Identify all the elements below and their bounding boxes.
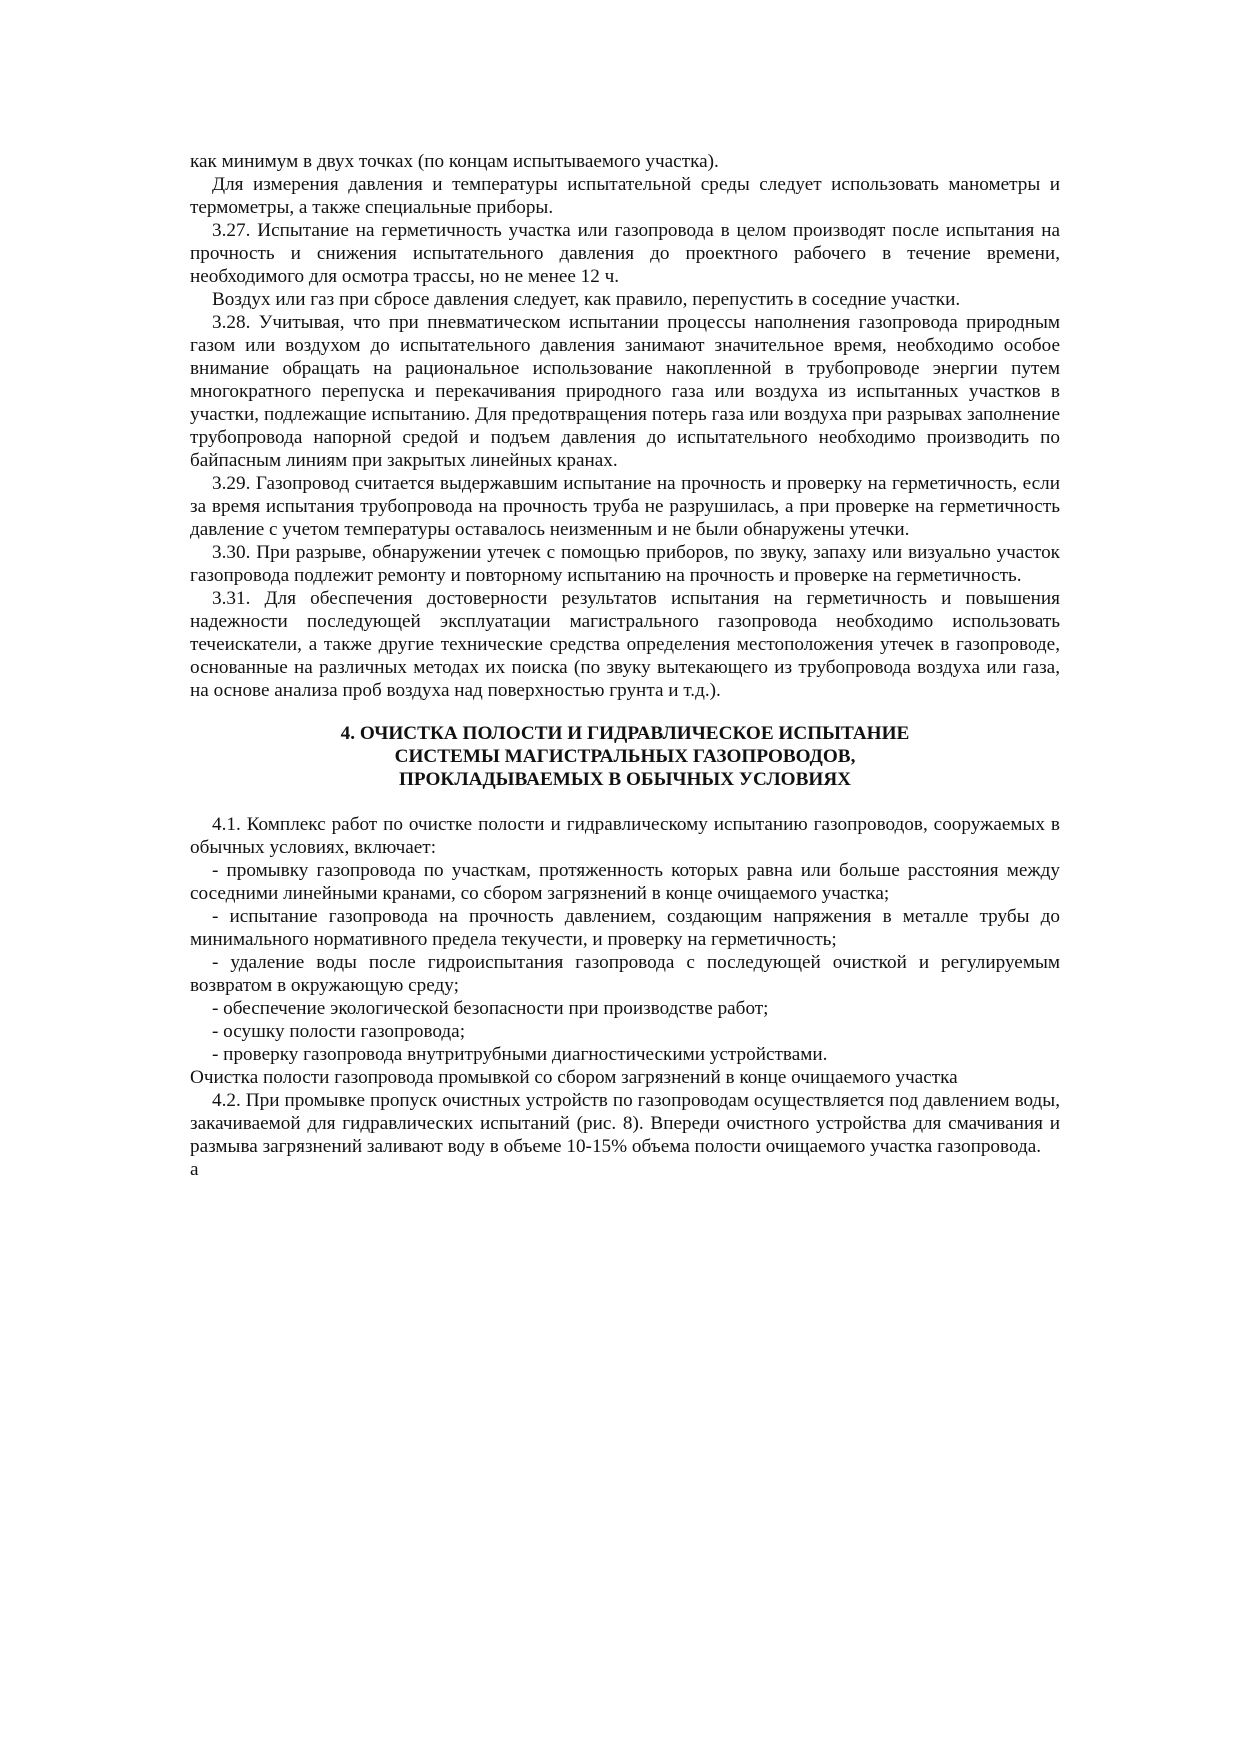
list-item: - осушку полости газопровода; (212, 1021, 466, 1042)
paragraph-measurement: Для измерения давления и температуры испытательной среды следует использовать манометры и термометры, а также специальные приборы. (190, 174, 1060, 218)
subsection-heading: Очистка полости газопровода промывкой со сбором загрязнений в конце очищаемого участка (190, 1067, 958, 1088)
paragraph-3-27: 3.27. Испытание на герметичность участка или газопровода в целом производят после испытания на прочность и снижения испытательного давления до проектного рабочего в течение времени, необходимого для осмотра трассы, но не менее 12 ч. (190, 220, 1060, 287)
paragraph-3-29: 3.29. Газопровод считается выдержавшим испытание на прочность и проверку на герметичность, если за время испытания трубопровода на прочность труба не разрушилась, а при проверке на герметичность давление с учетом температуры оставалось неизменным и не были обнаружены утечки. (190, 473, 1060, 540)
section-heading-line: СИСТЕМЫ МАГИСТРАЛЬНЫХ ГАЗОПРОВОДОВ, (394, 746, 856, 767)
paragraph-3-30: 3.30. При разрыве, обнаружении утечек с помощью приборов, по звуку, запаху или визуально участок газопровода подлежит ремонту и повторному испытанию на прочность и проверке на герметичность. (190, 542, 1060, 586)
section-heading-line: 4. ОЧИСТКА ПОЛОСТИ И ГИДРАВЛИЧЕСКОЕ ИСПЫТАНИЕ (340, 723, 910, 744)
paragraph-continuation: как минимум в двух точках (по концам испытываемого участка). (190, 151, 719, 172)
section-heading (190, 722, 1060, 791)
paragraph-3-28: 3.28. Учитывая, что при пневматическом испытании процессы наполнения газопровода природным газом или воздухом до испытательного давления занимают значительное время, необходимо особое внимание обращать на рациональное использование накопленной в трубопроводе энергии путем многократного перепуска и перекачивания природного газа или воздуха из испытанных участков в участки, подлежащие испытанию. Для предотвращения потерь газа или воздуха при разрывах заполнение трубопровода напорной средой и подъем давления до испытательного необходимо производить по байпасным линиям при закрытых линейных кранах. (190, 312, 1060, 471)
paragraph-pressure-release: Воздух или газ при сбросе давления следует, как правило, перепустить в соседние участки. (212, 289, 961, 310)
list-item: - проверку газопровода внутритрубными диагностическими устройствами. (212, 1044, 828, 1065)
figure-label: а (190, 1159, 199, 1180)
document-page (190, 150, 1060, 1181)
paragraph-4-1: 4.1. Комплекс работ по очистке полости и гидравлическому испытанию газопроводов, сооружаемых в обычных условиях, включает: (190, 814, 1060, 858)
list-item: - испытание газопровода на прочность давлением, создающим напряжения в металле трубы до минимального нормативного предела текучести, и проверку на герметичность; (190, 906, 1060, 950)
paragraph-4-2: 4.2. При промывке пропуск очистных устройств по газопроводам осуществляется под давлением воды, закачиваемой для гидравлических испытаний (рис. 8). Впереди очистного устройства для смачивания и размыва загрязнений заливают воду в объеме 10-15% объема полости очищаемого участка газопровода. (190, 1090, 1060, 1157)
list-item: - промывку газопровода по участкам, протяженность которых равна или больше расстояния между соседними линейными кранами, со сбором загрязнений в конце очищаемого участка; (190, 860, 1060, 904)
list-item: - удаление воды после гидроиспытания газопровода с последующей очисткой и регулируемым возвратом в окружающую среду; (190, 952, 1060, 996)
section-heading-line: ПРОКЛАДЫВАЕМЫХ В ОБЫЧНЫХ УСЛОВИЯХ (398, 769, 852, 790)
list-item: - обеспечение экологической безопасности при производстве работ; (212, 998, 769, 1019)
paragraph-3-31: 3.31. Для обеспечения достоверности результатов испытания на герметичность и повышения надежности последующей эксплуатации магистрального газопровода необходимо использовать течеискатели, а также другие технические средства определения местоположения утечек в газопроводе, основанные на различных методах их поиска (по звуку вытекающего из трубопровода воздуха или газа, на основе анализа проб воздуха над поверхностью грунта и т.д.). (190, 588, 1060, 701)
